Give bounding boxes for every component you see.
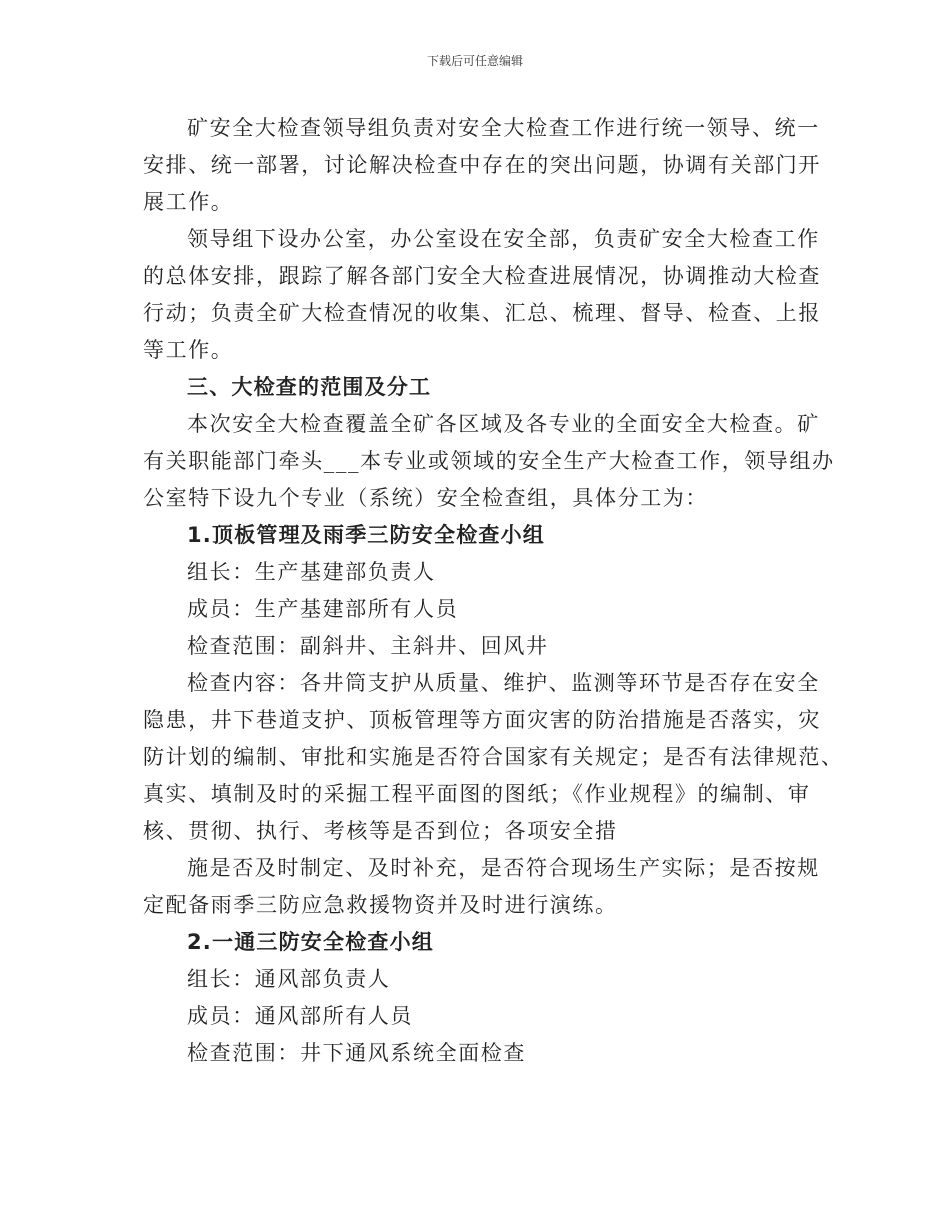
- section-heading: 2.一通三防安全检查小组: [187, 930, 434, 954]
- text-line: 的总体安排，跟踪了解各部门安全大检查进展情况，协调推动大检查: [143, 264, 821, 288]
- text-line: 检查范围：副斜井、主斜井、回风井: [187, 634, 549, 658]
- text-line: 领导组下设办公室，办公室设在安全部，负责矿安全大检查工作: [187, 227, 820, 251]
- text-line: 安排、统一部署，讨论解决检查中存在的突出问题，协调有关部门开: [143, 153, 821, 177]
- text-line: 成员：通风部所有人员: [187, 1004, 413, 1028]
- text-line: 检查范围：井下通风系统全面检查: [187, 1041, 526, 1065]
- text-line: 展工作。: [143, 190, 234, 214]
- text-line: 公室特下设九个专业（系统）安全检查组，具体分工为：: [143, 486, 708, 510]
- section-heading: 三、大检查的范围及分工: [187, 375, 432, 399]
- text-line: 矿安全大检查领导组负责对安全大检查工作进行统一领导、统一: [187, 116, 820, 140]
- text-line: 防计划的编制、审批和实施是否符合国家有关规定；是否有法律规范、: [143, 745, 844, 769]
- text-line: 真实、填制及时的采掘工程平面图的图纸；《作业规程》的编制、审: [143, 782, 811, 806]
- section-heading: 1.顶板管理及雨季三防安全检查小组: [187, 523, 545, 547]
- text-line: 有关职能部门牵头___本专业或领域的安全生产大检查工作，领导组办: [143, 449, 835, 473]
- text-line: 行动；负责全矿大检查情况的收集、汇总、梳理、督导、检查、上报: [143, 301, 821, 325]
- page-header: 下载后可任意编辑: [426, 54, 523, 68]
- text-line: 隐患，井下巷道支护、顶板管理等方面灾害的防治措施是否落实，灾: [143, 708, 821, 732]
- text-line: 施是否及时制定、及时补充，是否符合现场生产实际；是否按规: [187, 856, 820, 880]
- text-line: 本次安全大检查覆盖全矿各区域及各专业的全面安全大检查。矿: [187, 412, 820, 436]
- text-line: 成员：生产基建部所有人员: [187, 597, 459, 621]
- text-line: 定配备雨季三防应急救援物资并及时进行演练。: [143, 893, 618, 917]
- text-line: 组长：通风部负责人: [187, 967, 391, 991]
- text-line: 核、贯彻、执行、考核等是否到位；各项安全措: [143, 819, 618, 843]
- text-line: 组长：生产基建部负责人: [187, 560, 436, 584]
- text-line: 等工作。: [143, 338, 234, 362]
- document-body: [143, 110, 844, 1072]
- text-line: 检查内容：各井筒支护从质量、维护、监测等环节是否存在安全: [187, 671, 820, 695]
